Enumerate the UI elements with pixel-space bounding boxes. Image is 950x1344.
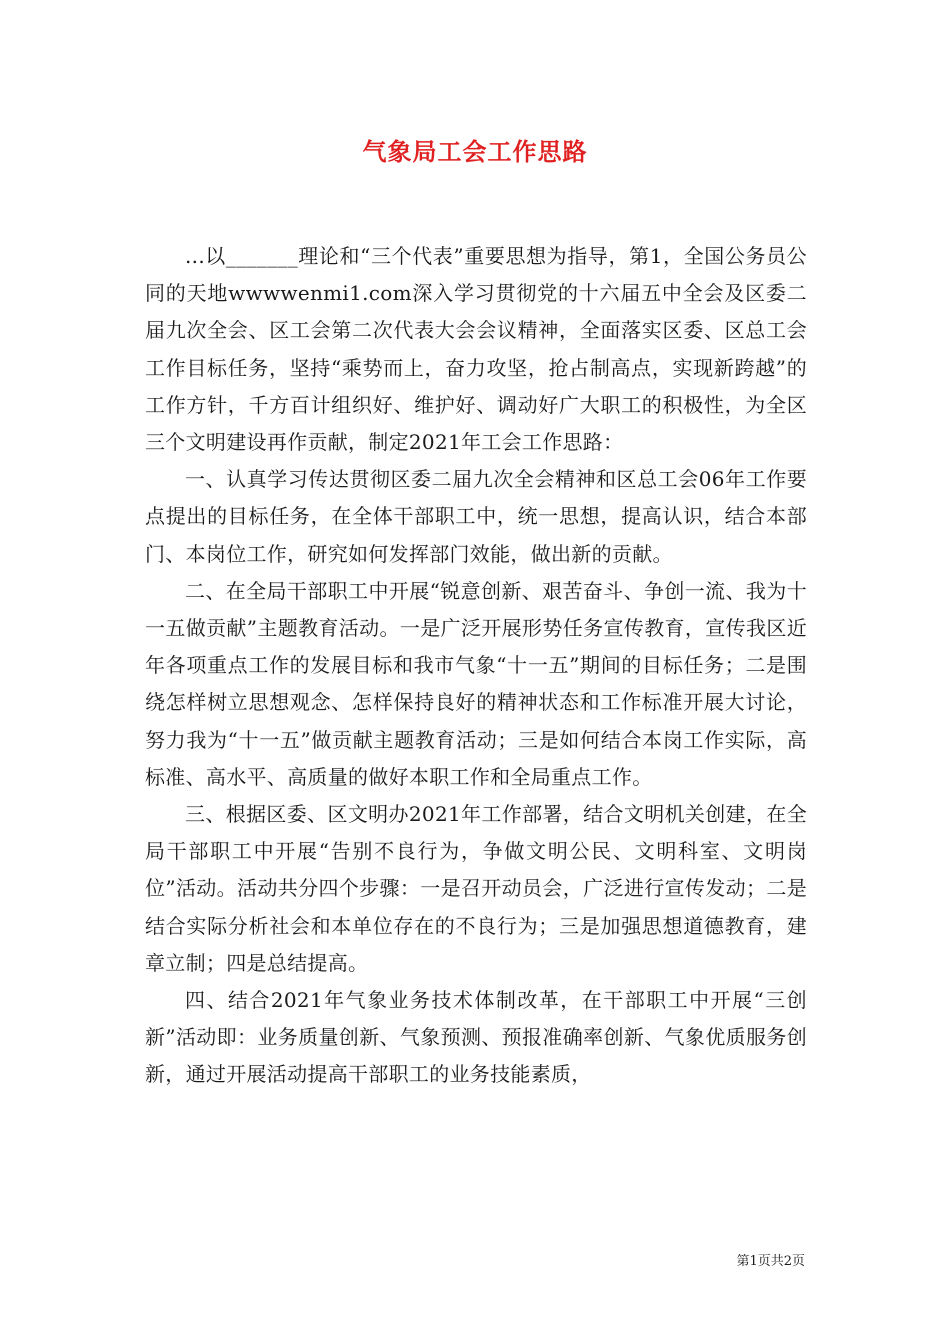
paragraph: ...以_______理论和“三个代表”重要思想为指导，第1，全国公务员公同的天地wwwwenmi1.com深入学习贯彻党的十六届五中全会及区委二届九次全会、区工会第二次代表大会会议精神，全面落实区委、区总工会工作目标任务，坚持“乘势而上，奋力攻坚，抢占制高点，实现新跨越”的工作方针，千方百计组织好、维护好、调动好广大职工的积极性，为全区三个文明建设再作贡献，制定2021年工会工作思路： <box>145 244 807 455</box>
paragraph: 四、结合2021年气象业务技术体制改革，在干部职工中开展“三创新”活动即：业务质量创新、气象预测、预报准确率创新、气象优质服务创新，通过开展活动提高干部职工的业务技能素质， <box>145 988 807 1087</box>
paragraph: 三、根据区委、区文明办2021年工作部署，结合文明机关创建，在全局干部职工中开展“告别不良行为，争做文明公民、文明科室、文明岗位”活动。活动共分四个步骤：一是召开动员会，广泛进行宣传发动；二是结合实际分析社会和本单位存在的不良行为；三是加强思想道德教育，建章立制；四是总结提高。 <box>145 802 807 975</box>
document-body <box>145 238 807 1094</box>
document-title: 气象局工会工作思路 <box>362 138 588 166</box>
page-number: 第1页共2页 <box>736 1254 805 1269</box>
paragraph: 二、在全局干部职工中开展“锐意创新、艰苦奋斗、争创一流、我为十一五做贡献”主题教育活动。一是广泛开展形势任务宣传教育，宣传我区近年各项重点工作的发展目标和我市气象“十一五”期间的目标任务；二是围绕怎样树立思想观念、怎样保持良好的精神状态和工作标准开展大讨论，努力我为“十一五”做贡献主题教育活动；三是如何结合本岗工作实际，高标准、高水平、高质量的做好本职工作和全局重点工作。 <box>145 578 807 789</box>
paragraph: 一、认真学习传达贯彻区委二届九次全会精神和区总工会06年工作要点提出的目标任务，在全体干部职工中，统一思想，提高认识，结合本部门、本岗位工作，研究如何发挥部门效能，做出新的贡献。 <box>145 467 807 566</box>
